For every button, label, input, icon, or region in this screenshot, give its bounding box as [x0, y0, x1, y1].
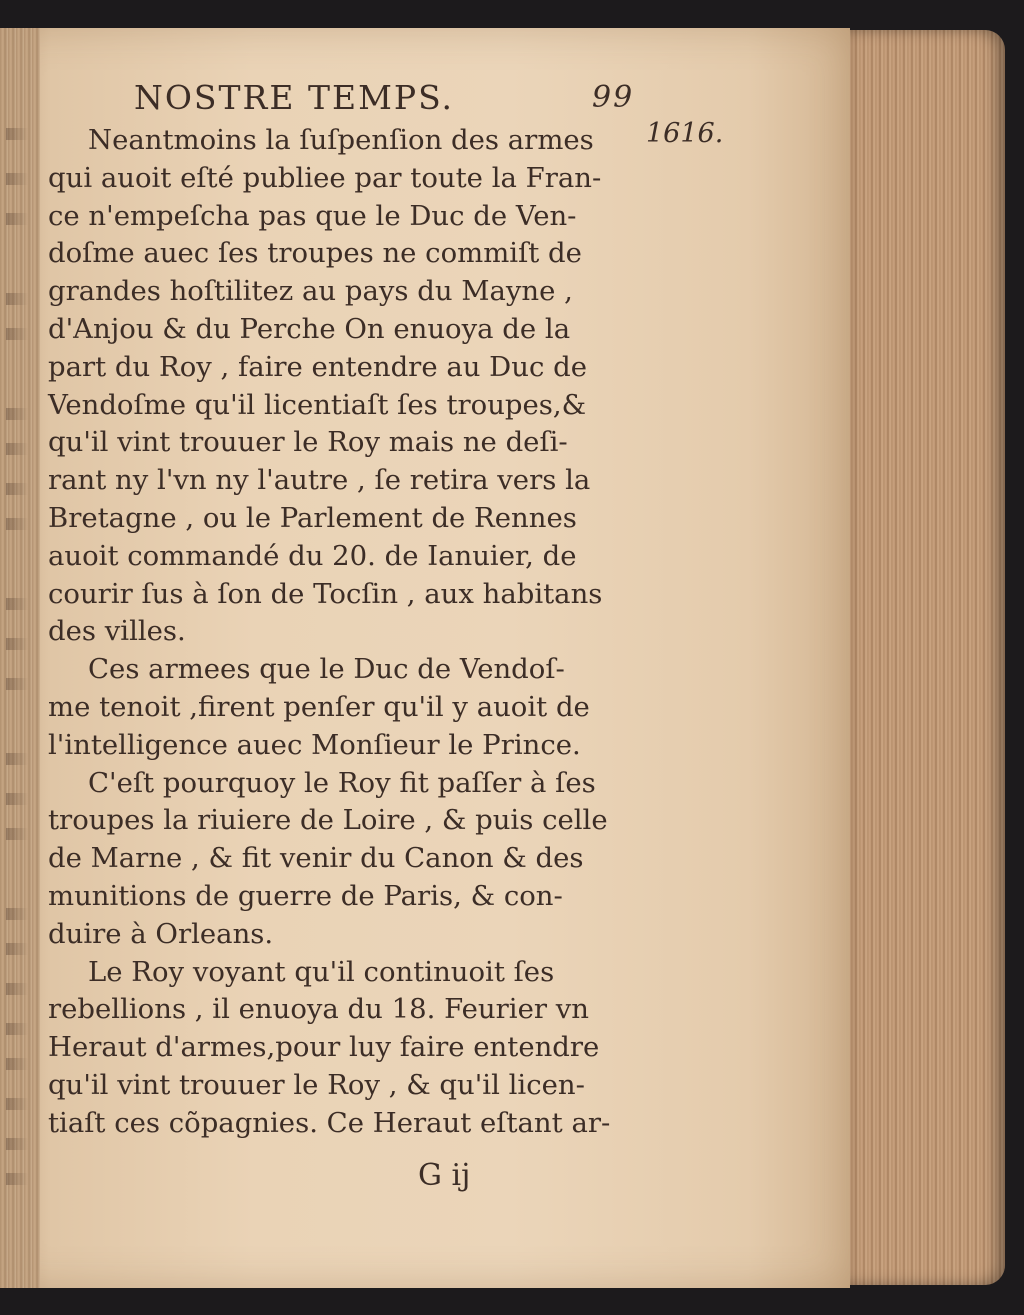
margin-date: 1616.: [646, 118, 724, 149]
gutter-mark: [6, 793, 28, 805]
text-line: auoit commandé du 20. de Ianuier, de: [48, 539, 577, 572]
text-line: de Marne , & fit venir du Canon & des: [48, 842, 584, 875]
text-line: des villes.: [48, 615, 186, 648]
text-line: qui auoit eſté publiee par toute la Fran-: [48, 161, 602, 194]
gutter-mark: [6, 678, 28, 690]
body-text: [48, 122, 648, 1143]
page-number: 99: [592, 80, 635, 115]
text-line: d'Anjou & du Perche On enuoya de la: [48, 312, 571, 345]
running-head: [48, 78, 648, 122]
running-title: NOSTRE TEMPS.: [134, 78, 454, 117]
text-line: rant ny l'vn ny l'autre , ſe retira vers la: [48, 464, 591, 497]
text-line: Heraut d'armes,pour luy faire entendre: [48, 1031, 600, 1064]
text-line: courir ſus à ſon de Tocſin , aux habitans: [48, 577, 603, 610]
text-line: doſme auec ſes troupes ne commiſt de: [48, 237, 582, 270]
gutter-mark: [6, 1098, 28, 1110]
text-line: duire à Orleans.: [48, 917, 274, 950]
gutter-mark: [6, 328, 28, 340]
text-line: Ces armees que le Duc de Vendoſ-: [88, 653, 565, 686]
text-line: tiaſt ces cõpagnies. Ce Heraut eſtant ar-: [48, 1106, 611, 1139]
gutter-mark: [6, 1138, 28, 1150]
gutter-mark: [6, 173, 28, 185]
gutter-mark: [6, 518, 28, 530]
text-line: qu'il vint trouuer le Roy , & qu'il licen-: [48, 1068, 585, 1101]
text-line: qu'il vint trouuer le Roy mais ne deſi-: [48, 426, 568, 459]
text-line: grandes hoſtilitez au pays du Mayne ,: [48, 275, 573, 308]
gutter-mark: [6, 483, 28, 495]
text-line: Neantmoins la ſuſpenſion des armes: [88, 124, 594, 156]
text-line: Bretagne , ou le Parlement de Rennes: [48, 501, 577, 534]
signature-mark: G ij: [418, 1158, 471, 1193]
gutter-mark: [6, 1058, 28, 1070]
gutter-mark: [6, 753, 28, 765]
text-line: ce n'empeſcha pas que le Duc de Ven-: [48, 199, 577, 232]
page-text-block: [48, 78, 648, 1143]
gutter-mark: [6, 598, 28, 610]
text-line: C'eſt pourquoy le Roy fit paſſer à ſes: [88, 766, 596, 799]
gutter-mark: [6, 828, 28, 840]
text-line: Le Roy voyant qu'il continuoit ſes: [88, 955, 555, 988]
text-line: troupes la riuiere de Loire , & puis celle: [48, 804, 608, 837]
text-line: rebellions , il enuoya du 18. Feurier vn: [48, 993, 589, 1026]
gutter-edge: [0, 28, 40, 1288]
gutter-mark: [6, 1173, 28, 1185]
text-line: munitions de guerre de Paris, & con-: [48, 879, 563, 912]
gutter-mark: [6, 638, 28, 650]
gutter-mark: [6, 293, 28, 305]
gutter-mark: [6, 908, 28, 920]
gutter-mark: [6, 943, 28, 955]
gutter-mark: [6, 213, 28, 225]
gutter-mark: [6, 128, 28, 140]
gutter-mark: [6, 408, 28, 420]
text-line: Vendoſme qu'il licentiaſt ſes troupes,&: [48, 388, 587, 421]
gutter-mark: [6, 983, 28, 995]
text-line: l'intelligence auec Monſieur le Prince.: [48, 728, 581, 761]
text-line: me tenoit ,firent penſer qu'il y auoit de: [48, 690, 590, 723]
gutter-mark: [6, 443, 28, 455]
text-line: part du Roy , faire entendre au Duc de: [48, 350, 587, 383]
gutter-mark: [6, 1023, 28, 1035]
